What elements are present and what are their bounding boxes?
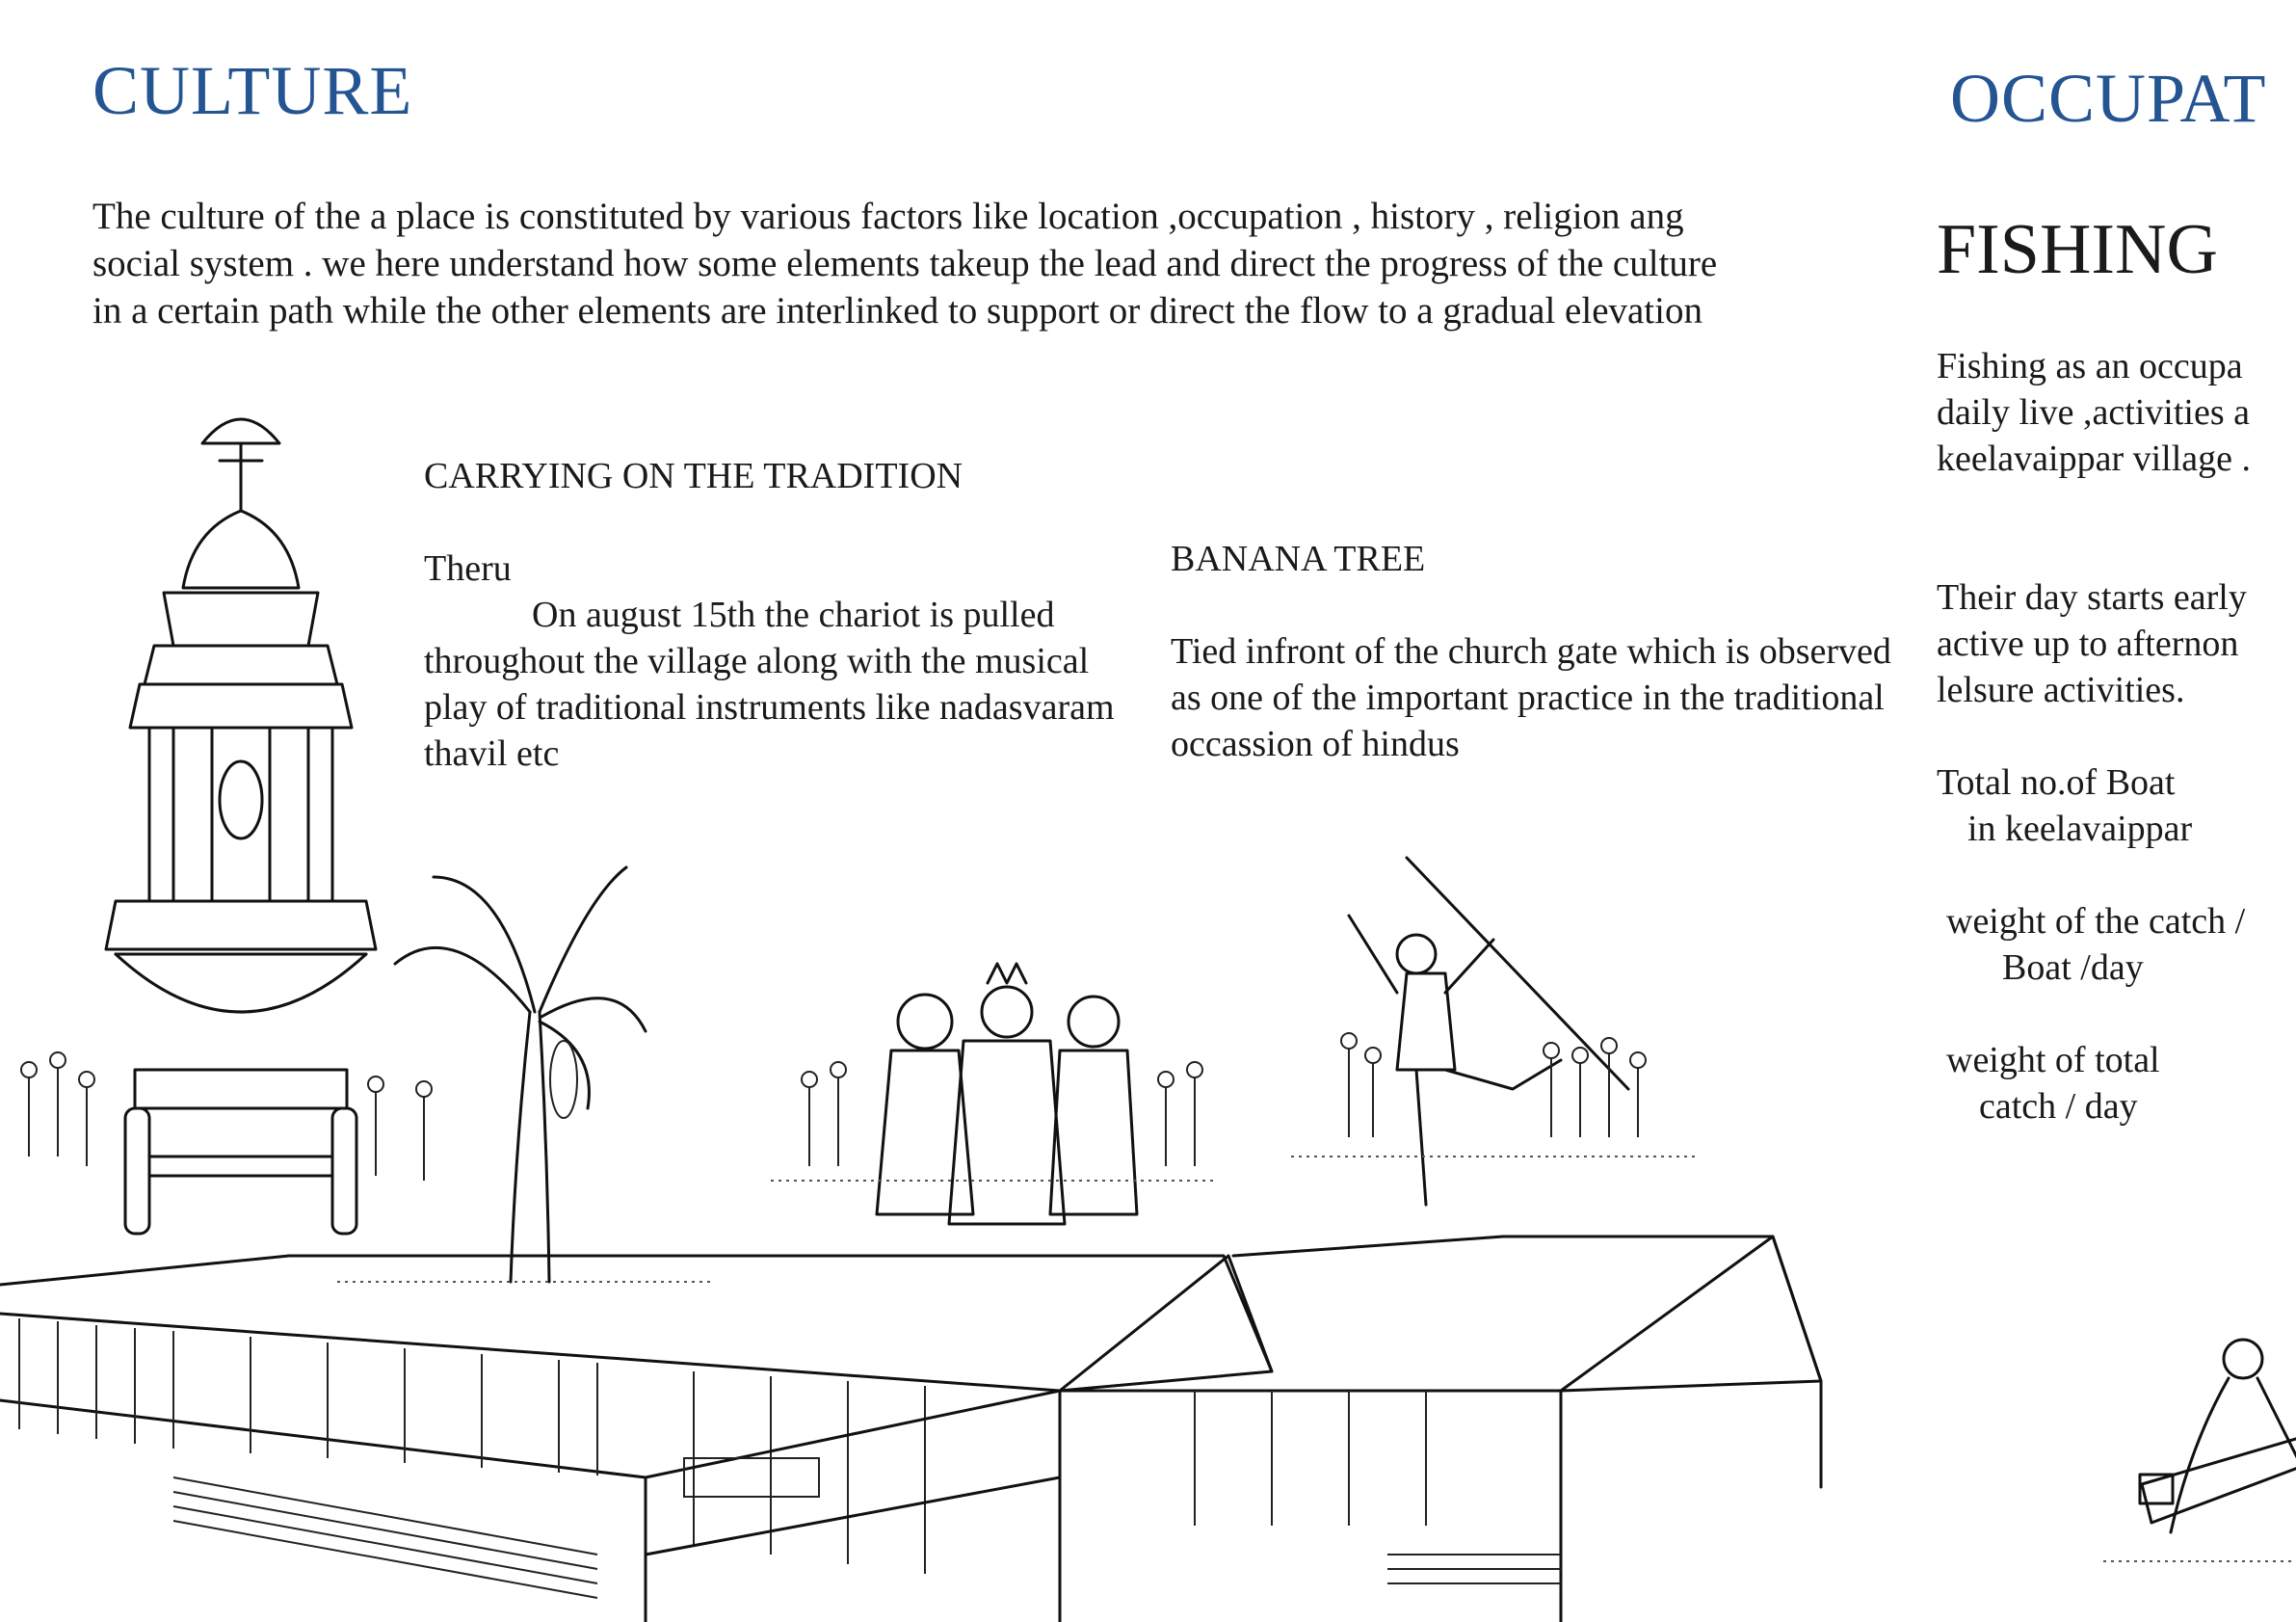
banana-tree-title: BANANA TREE: [1171, 539, 1426, 579]
stat-catch-per-boat: [1946, 898, 2245, 991]
stat-line: weight of total: [1946, 1040, 2160, 1080]
stat-boats: [1937, 759, 2192, 852]
theru-title: Theru: [424, 548, 512, 589]
theru-block: [424, 545, 1137, 777]
stat-line: catch / day: [1979, 1086, 2138, 1127]
banana-tree-sketch: [395, 858, 665, 1301]
fishing-day-line: active up to afternon: [1937, 624, 2239, 664]
fishing-intro-line: daily live ,activities a: [1937, 392, 2251, 433]
fishing-intro: [1937, 343, 2251, 482]
banana-tree-text: Tied infront of the church gate which is observed as one of the important practice in the traditional occassion of hindus: [1171, 631, 1891, 764]
fishing-heading: FISHING: [1937, 210, 2218, 289]
stat-line: in keelavaippar: [1967, 809, 2193, 849]
banana-tree-block: [1171, 536, 1903, 767]
fishing-day-line: lelsure activities.: [1937, 670, 2185, 710]
fishing-intro-line: keelavaippar village .: [1937, 439, 2252, 479]
theru-text: On august 15th the chariot is pulled throughout the village along with the musical play of traditional instruments like nadasvaram thavil etc: [424, 595, 1115, 774]
occupation-heading: OCCUPAT: [1950, 60, 2267, 137]
stat-total-catch: [1946, 1037, 2160, 1130]
fisherman-sketch: [2113, 1330, 2296, 1571]
dancer-sketch: [1291, 848, 1696, 1234]
culture-heading: CULTURE: [92, 52, 413, 129]
church-building-sketch: [0, 1236, 1831, 1622]
fishing-intro-line: Fishing as an occupa: [1937, 346, 2243, 386]
tradition-heading: CARRYING ON THE TRADITION: [424, 456, 963, 496]
fishing-day-line: Their day starts early: [1937, 577, 2247, 618]
stat-line: Total no.of Boat: [1937, 762, 2176, 803]
stat-line: weight of the catch /: [1946, 901, 2246, 942]
wedding-sketch: [771, 944, 1214, 1234]
fishing-day: [1937, 574, 2247, 713]
stat-line: Boat /day: [2002, 947, 2144, 988]
culture-intro: The culture of the a place is constituted by various factors like location ,occupation , history , religion ang social system . we here understand how some elements takeup the lead and direct the progress of the culture in a certain path while the other elements are interlinked to support or direct the flow to a gradual elevation: [92, 196, 1718, 332]
